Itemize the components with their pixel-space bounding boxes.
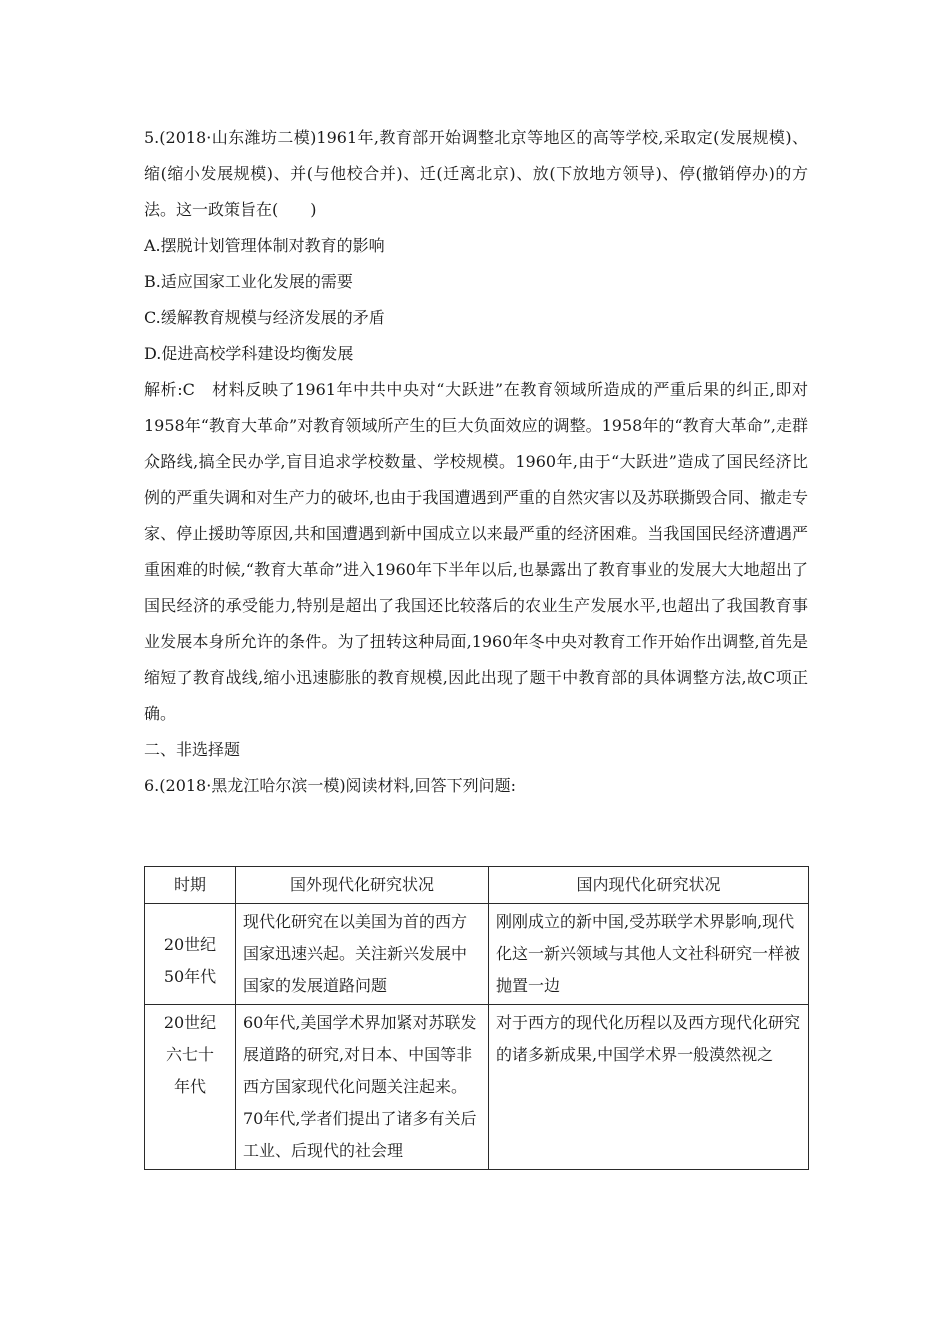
option-b: B.适应国家工业化发展的需要 [144, 272, 353, 291]
table-row [145, 1005, 809, 1170]
domestic-cell [489, 1005, 809, 1170]
section-title-non-choice: 二、非选择题 [144, 740, 241, 759]
column-header-foreign: 国外现代化研究状况 [236, 867, 489, 904]
question-6-stem: 6.(2018·黑龙江哈尔滨一模)阅读材料,回答下列问题: [144, 776, 517, 795]
period-text: 20世纪 50年代 [163, 935, 217, 986]
option-c: C.缓解教育规模与经济发展的矛盾 [144, 308, 385, 327]
option-d: D.促进高校学科建设均衡发展 [144, 344, 354, 363]
option-a: A.摆脱计划管理体制对教育的影响 [144, 236, 385, 255]
period-cell [145, 904, 236, 1005]
table-header-row [145, 867, 809, 904]
period-cell [145, 1005, 236, 1170]
foreign-text: 60年代,美国学术界加紧对苏联发展道路的研究,对日本、中国等非西方国家现代化问题关注起来。70年代,学者们提出了诸多有关后工业、后现代的社会理 [243, 1013, 477, 1160]
column-header-period: 时期 [145, 867, 236, 904]
period-text: 20世纪 六七十 年代 [163, 1013, 217, 1096]
document-body [144, 120, 808, 804]
foreign-text: 现代化研究在以美国为首的西方国家迅速兴起。关注新兴发展中国家的发展道路问题 [243, 912, 468, 995]
foreign-cell [236, 904, 489, 1005]
material-table [144, 866, 809, 1170]
question-5-analysis: 解析:C 材料反映了1961年中共中央对“大跃进”在教育领域所造成的严重后果的纠正,即对1958年“教育大革命”对教育领域所产生的巨大负面效应的调整。1958年的“教育大革命”,走群众路线,搞全民办学,盲目追求学校数量、学校规模。1960年,由于“大跃进”造成了国民经济比例的严重失调和对生产力的破坏,也由于我国遭遇到严重的自然灾害以及苏联撕毁合同、撤走专家、停止援助等原因,共和国遭遇到新中国成立以来最严重的经济困难。当我国国民经济遭遇严重困难的时候,“教育大革命”进入1960年下半年以后,也暴露出了教育事业的发展大大地超出了国民经济的承受能力,特别是超出了我国还比较落后的农业生产发展水平,也超出了我国教育事业发展本身所允许的条件。为了扭转这种局面,1960年冬中央对教育工作开始作出调整,首先是缩短了教育战线,缩小迅速膨胀的教育规模,因此出现了题干中教育部的具体调整方法,故C项正确。 [144, 380, 808, 723]
domestic-text: 对于西方的现代化历程以及西方现代化研究的诸多新成果,中国学术界一般漠然视之 [496, 1013, 801, 1064]
table-row [145, 904, 809, 1005]
domestic-cell [489, 904, 809, 1005]
foreign-cell [236, 1005, 489, 1170]
column-header-domestic: 国内现代化研究状况 [489, 867, 809, 904]
question-5-stem: 5.(2018·山东潍坊二模)1961年,教育部开始调整北京等地区的高等学校,采取定(发展规模)、缩(缩小发展规模)、并(与他校合并)、迁(迁离北京)、放(下放地方领导)、停(撤销停办)的方法。这一政策旨在( ) [144, 128, 808, 219]
domestic-text: 刚刚成立的新中国,受苏联学术界影响,现代化这一新兴领域与其他人文社科研究一样被抛置一边 [496, 912, 801, 995]
